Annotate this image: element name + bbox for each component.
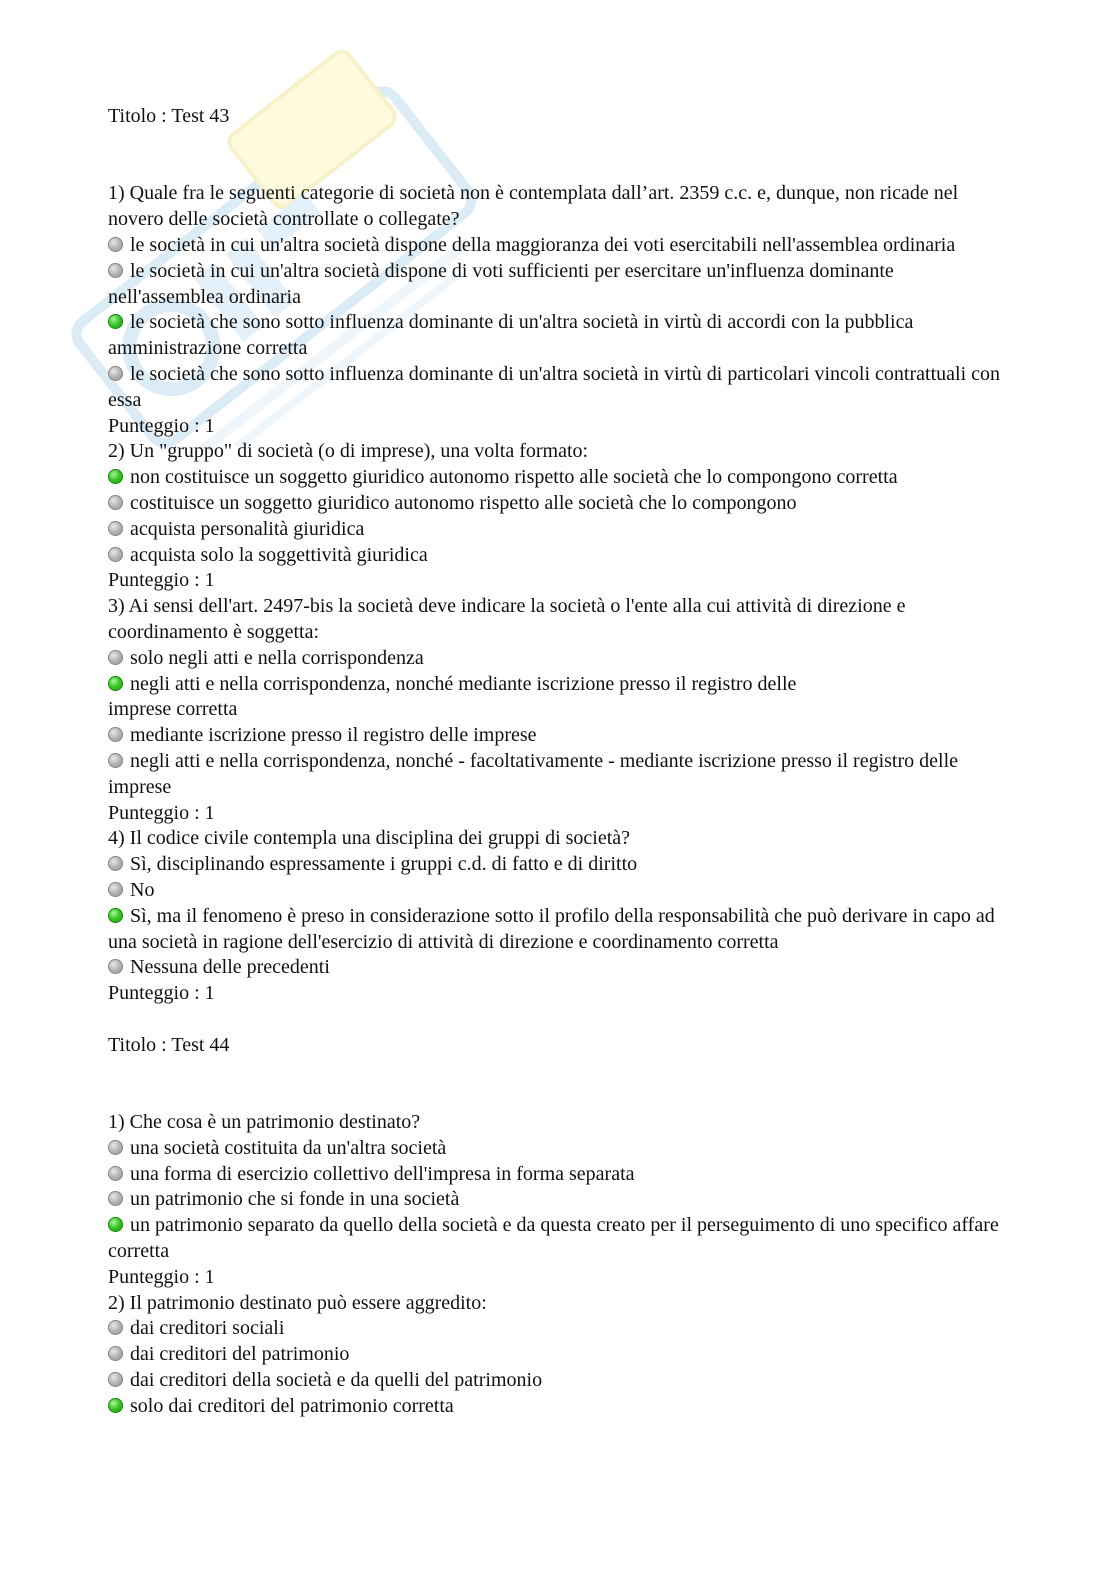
- question-block: [108, 1291, 1008, 1420]
- answer-option-label: un patrimonio separato da quello della società e da questa creato per il perseguimento di uno specifico affare corretta: [108, 1214, 999, 1263]
- grey-radio-dot-icon: [108, 1191, 123, 1206]
- question-block: [108, 181, 1008, 439]
- answer-option-label: Nessuna delle precedenti: [130, 956, 330, 979]
- test-title: Titolo : Test 44: [108, 1033, 230, 1056]
- question-text: 1) Che cosa è un patrimonio destinato?: [108, 1111, 421, 1134]
- answer-option-label: solo negli atti e nella corrispondenza: [130, 646, 424, 669]
- score-line: Punteggio : 1: [108, 569, 215, 592]
- answer-option-correct: [108, 1213, 1008, 1265]
- grey-radio-dot-icon: [108, 1166, 123, 1181]
- answer-option: [108, 878, 1008, 904]
- answer-option: [108, 1316, 1008, 1342]
- answer-option-label: una forma di esercizio collettivo dell'impresa in forma separata: [130, 1162, 635, 1185]
- question-text: 1) Quale fra le seguenti categorie di società non è contemplata dall’art. 2359 c.c. e, dunque, non ricade nel novero delle società controllate o collegate?: [108, 182, 959, 231]
- answer-option-label: solo dai creditori del patrimonio corretta: [130, 1394, 454, 1417]
- answer-option: [108, 259, 1008, 311]
- green-radio-dot-icon: [108, 1217, 123, 1232]
- answer-option: [108, 955, 1008, 981]
- answer-option-label: dai creditori della società e da quelli del patrimonio: [130, 1369, 543, 1392]
- answer-option-label: mediante iscrizione presso il registro delle imprese: [130, 724, 537, 747]
- green-radio-dot-icon: [108, 1398, 123, 1413]
- answer-option: [108, 852, 1008, 878]
- answer-option-label: le società che sono sotto influenza dominante di un'altra società in virtù di accordi con la pubblica amministrazione corretta: [108, 311, 914, 360]
- answer-option-correct: [108, 310, 1008, 362]
- title-gap: [108, 1058, 1008, 1110]
- question-block: [108, 1110, 1008, 1291]
- answer-option-label: Sì, ma il fenomeno è preso in considerazione sotto il profilo della responsabilità che può derivare in capo ad una società in ragione dell'esercizio di attività di direzione e coordinamento corretta: [108, 904, 995, 953]
- answer-option: [108, 517, 1008, 543]
- section-gap: [108, 1007, 1008, 1033]
- answer-option: [108, 362, 1008, 414]
- grey-radio-dot-icon: [108, 366, 123, 381]
- answer-option-label: le società in cui un'altra società dispone di voti sufficienti per esercitare un'influenza dominante nell'assemblea ordinaria: [108, 259, 894, 308]
- question-block: [108, 439, 1008, 594]
- answer-option-label: un patrimonio che si fonde in una società: [130, 1188, 460, 1211]
- answer-option-label: le società che sono sotto influenza dominante di un'altra società in virtù di particolari vincoli contrattuali con essa: [108, 362, 1000, 411]
- answer-option: [108, 233, 1008, 259]
- grey-radio-dot-icon: [108, 263, 123, 278]
- answer-option-label: No: [130, 878, 155, 901]
- answer-option: [108, 543, 1008, 569]
- answer-option: [108, 646, 1008, 672]
- answer-option: [108, 1187, 1008, 1213]
- test-title: Titolo : Test 43: [108, 105, 230, 127]
- question-block: [108, 594, 1008, 826]
- grey-radio-dot-icon: [108, 959, 123, 974]
- grey-radio-dot-icon: [108, 521, 123, 536]
- answer-option: [108, 491, 1008, 517]
- answer-option-correct: [108, 1394, 1008, 1420]
- question-block: [108, 826, 1008, 1007]
- answer-option-correct: [108, 465, 1008, 491]
- answer-option-label: dai creditori sociali: [130, 1317, 285, 1340]
- answer-option-correct: [108, 672, 1008, 724]
- grey-radio-dot-icon: [108, 237, 123, 252]
- grey-radio-dot-icon: [108, 495, 123, 510]
- answer-option-label: una società costituita da un'altra società: [130, 1136, 447, 1159]
- green-radio-dot-icon: [108, 908, 123, 923]
- answer-option-label: Sì, disciplinando espressamente i gruppi c.d. di fatto e di diritto: [130, 853, 638, 876]
- grey-radio-dot-icon: [108, 856, 123, 871]
- answer-option-label: negli atti e nella corrispondenza, nonché - facoltativamente - mediante iscrizione presso il registro delle imprese: [108, 749, 959, 798]
- answer-option: [108, 723, 1008, 749]
- title-gap: [108, 130, 1008, 182]
- grey-radio-dot-icon: [108, 727, 123, 742]
- answer-option-correct: [108, 904, 1008, 956]
- grey-radio-dot-icon: [108, 650, 123, 665]
- answer-option: [108, 1162, 1008, 1188]
- grey-radio-dot-icon: [108, 753, 123, 768]
- question-text: 4) Il codice civile contempla una disciplina dei gruppi di società?: [108, 827, 631, 850]
- green-radio-dot-icon: [108, 469, 123, 484]
- score-line: Punteggio : 1: [108, 801, 215, 824]
- answer-option: [108, 1368, 1008, 1394]
- answer-option: [108, 749, 1008, 801]
- answer-option-label: costituisce un soggetto giuridico autonomo rispetto alle società che lo compongono: [130, 491, 797, 514]
- answer-option-label: le società in cui un'altra società dispone della maggioranza dei voti esercitabili nell'assemblea ordinaria: [130, 233, 956, 256]
- grey-radio-dot-icon: [108, 1346, 123, 1361]
- answer-option-label: dai creditori del patrimonio: [130, 1343, 350, 1366]
- green-radio-dot-icon: [108, 676, 123, 691]
- answer-option-label: negli atti e nella corrispondenza, nonché mediante iscrizione presso il registro delle imprese corretta: [108, 672, 797, 721]
- answer-option-label: non costituisce un soggetto giuridico autonomo rispetto alle società che lo compongono corretta: [130, 466, 898, 489]
- score-line: Punteggio : 1: [108, 1265, 215, 1288]
- grey-radio-dot-icon: [108, 882, 123, 897]
- grey-radio-dot-icon: [108, 1320, 123, 1335]
- grey-radio-dot-icon: [108, 1140, 123, 1155]
- score-line: Punteggio : 1: [108, 982, 215, 1005]
- document-page: [108, 104, 1008, 1420]
- grey-radio-dot-icon: [108, 547, 123, 562]
- grey-radio-dot-icon: [108, 1372, 123, 1387]
- question-text: 3) Ai sensi dell'art. 2497-bis la società deve indicare la società o l'ente alla cui attività di direzione e coordinamento è soggetta:: [108, 595, 906, 643]
- score-line: Punteggio : 1: [108, 414, 215, 437]
- answer-option-label: acquista personalità giuridica: [130, 517, 365, 540]
- answer-option: [108, 1342, 1008, 1368]
- green-radio-dot-icon: [108, 314, 123, 329]
- question-text: 2) Il patrimonio destinato può essere aggredito:: [108, 1291, 487, 1314]
- question-text: 2) Un "gruppo" di società (o di imprese), una volta formato:: [108, 440, 589, 463]
- answer-option-label: acquista solo la soggettività giuridica: [130, 543, 428, 566]
- answer-option: [108, 1136, 1008, 1162]
